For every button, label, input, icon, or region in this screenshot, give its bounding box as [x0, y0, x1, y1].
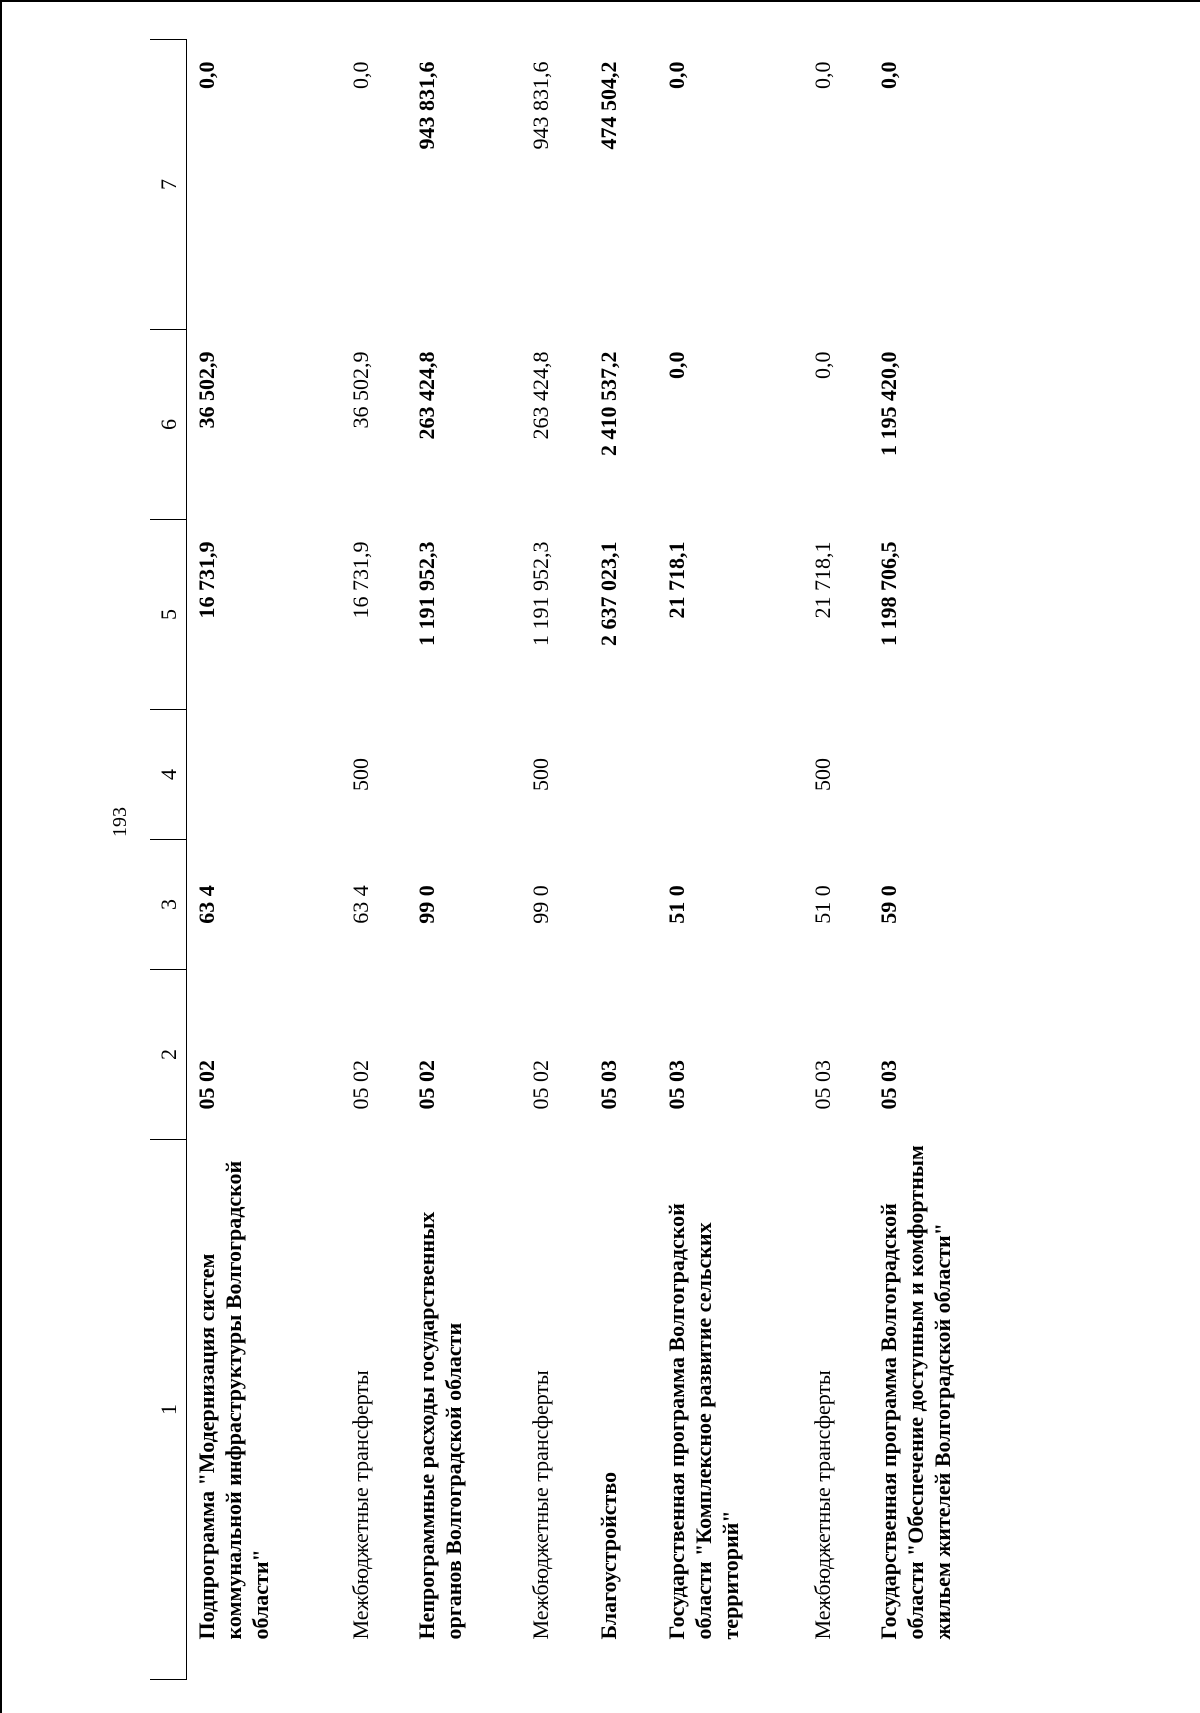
- amount-col5: 2 637 023,1: [596, 541, 621, 646]
- rotated-page-content: [150, 40, 955, 1680]
- table-row: [657, 40, 803, 1680]
- amount-col6: 0,0: [664, 351, 689, 379]
- col-header-1: 1: [150, 1140, 187, 1680]
- row-name: Непрограммные расходы государственных органов Волгоградской области: [414, 1211, 466, 1640]
- amount-col7: 0,0: [194, 61, 219, 89]
- amount-col7: 0,0: [664, 61, 689, 89]
- scan-border-left: [0, 0, 2, 1713]
- amount-col5: 21 718,1: [664, 541, 689, 619]
- table-row: [589, 40, 657, 1680]
- section-code: 05 03: [810, 1060, 835, 1110]
- amount-col7: 474 504,2: [596, 61, 621, 150]
- amount-col6: 36 502,9: [348, 351, 373, 429]
- amount-col5: 16 731,9: [348, 541, 373, 619]
- col-header-2: 2: [150, 970, 187, 1140]
- row-name: Государственная программа Волгоградской области "Комплексное развитие сельских территорий": [664, 1203, 743, 1640]
- amount-col7: 0,0: [810, 61, 835, 89]
- amount-col7: 0,0: [876, 61, 901, 89]
- expense-type: [657, 710, 803, 840]
- amount-col7: 943 831,6: [414, 61, 439, 150]
- section-code: 05 03: [596, 1060, 621, 1110]
- expense-type: 500: [348, 758, 373, 791]
- table-row: [521, 40, 589, 1680]
- table-row: [803, 40, 869, 1680]
- target-code: 51 0: [664, 885, 689, 924]
- expense-type: [869, 710, 1025, 840]
- expense-type: [187, 710, 342, 840]
- col-header-5: 5: [150, 520, 187, 710]
- table-row: [869, 40, 1025, 1680]
- section-code: 05 03: [664, 1060, 689, 1110]
- scan-border-top: [0, 0, 1200, 2]
- amount-col5: 16 731,9: [194, 541, 219, 619]
- row-name: Благоустройство: [596, 1471, 621, 1640]
- col-header-3: 3: [150, 840, 187, 970]
- amount-col5: 1 191 952,3: [414, 541, 439, 646]
- row-name: Межбюджетные трансферты: [348, 1370, 373, 1640]
- target-code: 59 0: [876, 885, 901, 924]
- col-header-7: 7: [150, 40, 187, 330]
- budget-table: [150, 39, 1025, 1680]
- target-code: 63 4: [194, 885, 219, 924]
- target-code: 99 0: [528, 885, 553, 924]
- amount-col5: 1 191 952,3: [528, 541, 553, 646]
- amount-col6: 2 410 537,2: [596, 351, 621, 456]
- amount-col7: 0,0: [348, 61, 373, 89]
- section-code: 05 02: [528, 1060, 553, 1110]
- target-code: 63 4: [348, 885, 373, 924]
- amount-col6: 263 424,8: [528, 351, 553, 440]
- row-name: Межбюджетные трансферты: [528, 1370, 553, 1640]
- amount-col5: 1 198 706,5: [876, 541, 901, 646]
- page-number: 193: [109, 807, 131, 837]
- row-name: Государственная программа Волгоградской области "Обеспечение доступным и комфортным жильем жителей Волгоградской области": [876, 1145, 955, 1640]
- expense-type: 500: [810, 758, 835, 791]
- row-name: Подпрограмма "Модернизация систем коммунальной инфраструктуры Волгоградской области": [194, 1160, 273, 1640]
- section-code: 05 02: [414, 1060, 439, 1110]
- expense-type: [407, 710, 521, 840]
- target-code: 51 0: [810, 885, 835, 924]
- expense-type: [589, 710, 657, 840]
- amount-col7: 943 831,6: [528, 61, 553, 150]
- amount-col6: 1 195 420,0: [876, 351, 901, 456]
- row-name: Межбюджетные трансферты: [810, 1370, 835, 1640]
- section-code: 05 03: [876, 1060, 901, 1110]
- section-code: 05 02: [348, 1060, 373, 1110]
- expense-type: 500: [528, 758, 553, 791]
- amount-col6: 263 424,8: [414, 351, 439, 440]
- table-row: [187, 40, 342, 1680]
- amount-col5: 21 718,1: [810, 541, 835, 619]
- table-row: [341, 40, 407, 1680]
- col-header-6: 6: [150, 330, 187, 520]
- target-code: 99 0: [414, 885, 439, 924]
- section-code: 05 02: [194, 1060, 219, 1110]
- amount-col6: 0,0: [810, 351, 835, 379]
- col-header-4: 4: [150, 710, 187, 840]
- amount-col6: 36 502,9: [194, 351, 219, 429]
- header-row: [150, 40, 187, 1680]
- target-code: [589, 840, 657, 970]
- table-row: [407, 40, 521, 1680]
